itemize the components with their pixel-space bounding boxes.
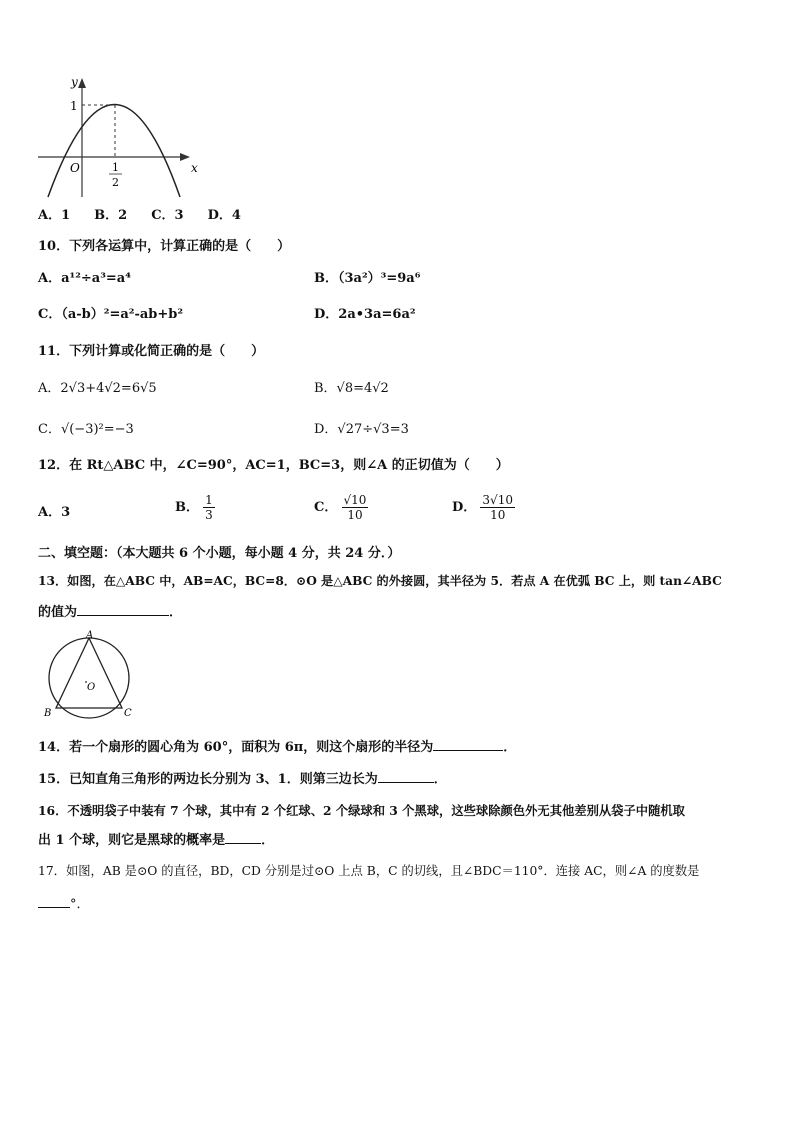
x-tick-numerator: 1 xyxy=(112,161,119,174)
q12-option-a: A．3 xyxy=(38,505,71,520)
q11-option-a: A．2√3+4√2=6√5 xyxy=(38,381,157,396)
y-axis-label: y xyxy=(71,75,78,89)
q11-stem: 11．下列计算或化简正确的是（ ） xyxy=(38,344,265,359)
q9-options xyxy=(38,207,241,225)
q17-answer-blank[interactable] xyxy=(38,895,70,908)
q12-option-d: D． $\frac{3√10}{10}$ xyxy=(452,493,513,522)
q12-option-b-fraction: $\frac{1}{3}$ xyxy=(205,493,213,522)
q9-option-c: C．3 xyxy=(151,208,184,223)
x-axis-label: x xyxy=(191,161,198,175)
point-c-label: C xyxy=(124,708,132,719)
q12-option-b: B． $\frac{1}{3}$ xyxy=(175,493,213,522)
q15-answer-blank[interactable] xyxy=(378,770,434,783)
section-heading: 二、填空题：（本大题共 6 个小题，每小题 4 分，共 24 分．） xyxy=(38,546,401,561)
q9-option-a: A．1 xyxy=(38,208,71,223)
q13-line2: 的值为 ． xyxy=(38,605,183,620)
q10-stem: 10．下列各运算中，计算正确的是（ ） xyxy=(38,239,291,254)
center-o-label: O xyxy=(87,682,96,693)
q11-option-b: B．√8=4√2 xyxy=(314,381,389,396)
q16-line1: 16．不透明袋子中装有 7 个球，其中有 2 个红球、2 个绿球和 3 个黑球，这些球除颜色外无其他差别从袋子中随机取 xyxy=(38,803,685,818)
q10-option-c: C．（a-b）²=a²-ab+b² xyxy=(38,307,184,322)
q9-option-b: B．2 xyxy=(94,208,128,223)
q12-stem: 12．在 Rt△ABC 中，∠C=90°，AC=1，BC=3，则∠A 的正切值为（ ） xyxy=(38,458,509,473)
q17-line2: °． xyxy=(38,895,90,914)
q10-option-a: A．a¹²÷a³=a⁴ xyxy=(38,271,131,286)
q11-option-c: C．√(−3)²=−3 xyxy=(38,422,134,437)
q10-option-d: D．2a•3a=6a² xyxy=(314,307,416,322)
q12-option-c: C． $\frac{√10}{10}$ xyxy=(314,493,367,522)
q11-option-d: D．√27÷√3=3 xyxy=(314,422,409,437)
point-b-label: B xyxy=(44,708,52,719)
y-tick-label: 1 xyxy=(70,99,78,113)
q9-option-d: D．4 xyxy=(207,208,241,223)
q13-line1: 13．如图，在△ABC 中，AB=AC，BC=8．⊙O 是△ABC 的外接圆，其半径为 5．若点 A 在优弧 BC 上，则 tan∠ABC xyxy=(38,574,722,588)
q12-option-c-fraction: $\frac{√10}{10}$ xyxy=(343,493,367,522)
origin-label: O xyxy=(70,161,80,175)
circle-triangle-figure xyxy=(40,630,140,720)
q15-text: 15．已知直角三角形的两边长分别为 3、1．则第三边长为 ． xyxy=(38,772,447,787)
point-a-label: A xyxy=(86,630,94,641)
q10-option-b: B．（3a²）³=9a⁶ xyxy=(314,271,421,286)
parabola-graph xyxy=(30,72,205,200)
q14-answer-blank[interactable] xyxy=(433,738,503,751)
q16-answer-blank[interactable] xyxy=(225,831,261,844)
x-tick-denominator: 2 xyxy=(112,176,119,189)
q17-line1: 17．如图，AB 是⊙O 的直径，BD，CD 分别是过⊙O 上点 B，C 的切线，且∠BDC＝110°．连接 AC，则∠A 的度数是 xyxy=(38,864,700,878)
q16-line2: 出 1 个球，则它是黑球的概率是 ． xyxy=(38,833,275,848)
q14-text: 14．若一个扇形的圆心角为 60°，面积为 6π，则这个扇形的半径为 ． xyxy=(38,740,517,755)
q12-option-d-fraction: $\frac{3√10}{10}$ xyxy=(482,493,513,522)
q13-answer-blank[interactable] xyxy=(77,603,169,616)
